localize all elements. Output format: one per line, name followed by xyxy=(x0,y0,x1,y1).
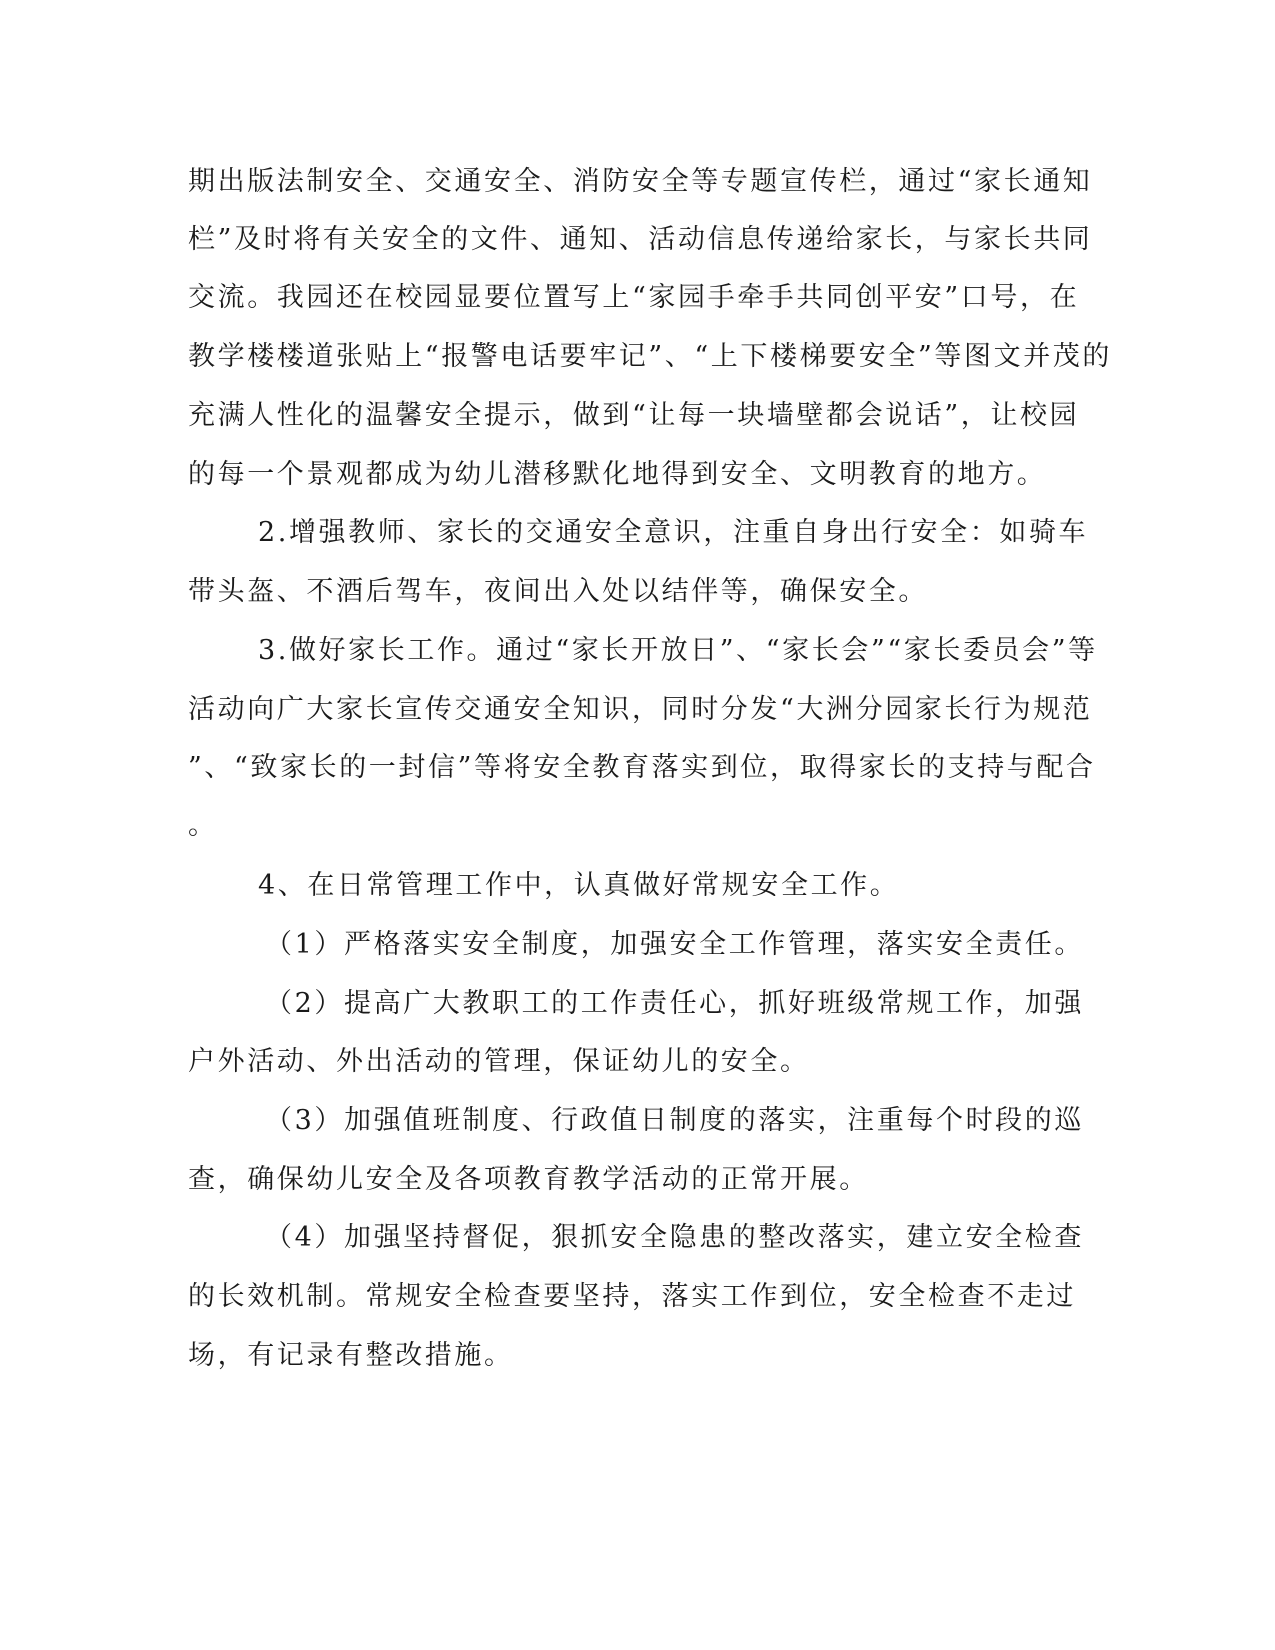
body-text-line: 栏”及时将有关安全的文件、通知、活动信息传递给家长，与家长共同 xyxy=(188,224,1093,255)
sub-item-2: （2）提高广大教职工的工作责任心，抓好班级常规工作，加强 xyxy=(265,988,1084,1019)
body-text-line: 带头盔、不酒后驾车，夜间出入处以结伴等，确保安全。 xyxy=(188,576,928,607)
sub-item-3: （3）加强值班制度、行政值日制度的落实，注重每个时段的巡 xyxy=(265,1105,1084,1136)
body-text-line: 交流。我园还在校园显要位置写上“家园手牵手共同创平安”口号，在 xyxy=(188,282,1080,313)
numbered-paragraph-2: 2.增强教师、家长的交通安全意识，注重自身出行安全：如骑车 xyxy=(258,517,1089,548)
body-text-line: 的每一个景观都成为幼儿潜移默化地得到安全、文明教育的地方。 xyxy=(188,459,1047,490)
sub-item-1: （1）严格落实安全制度，加强安全工作管理，落实安全责任。 xyxy=(265,929,1084,960)
body-text-line: ”、“致家长的一封信”等将安全教育落实到位，取得家长的支持与配合 xyxy=(188,752,1096,783)
body-text-line: 教学楼楼道张贴上“报警电话要牢记”、“上下楼梯要安全”等图文并茂的 xyxy=(188,341,1113,372)
body-text-line: 的长效机制。常规安全检查要坚持，落实工作到位，安全检查不走过 xyxy=(188,1281,1076,1312)
numbered-paragraph-3: 3.做好家长工作。通过“家长开放日”、“家长会”“家长委员会”等 xyxy=(258,635,1098,666)
numbered-paragraph-4: 4、在日常管理工作中，认真做好常规安全工作。 xyxy=(258,870,900,901)
sub-item-4: （4）加强坚持督促，狠抓安全隐患的整改落实，建立安全检查 xyxy=(265,1222,1084,1253)
body-text-line: 期出版法制安全、交通安全、消防安全等专题宣传栏，通过“家长通知 xyxy=(188,166,1093,197)
body-text-line: 活动向广大家长宣传交通安全知识，同时分发“大洲分园家长行为规范 xyxy=(188,694,1093,725)
body-text-line: 查，确保幼儿安全及各项教育教学活动的正常开展。 xyxy=(188,1164,869,1195)
body-text-line: 。 xyxy=(188,810,218,841)
body-text-line: 充满人性化的温馨安全提示，做到“让每一块墙壁都会说话”，让校园 xyxy=(188,400,1080,431)
body-text-line: 户外活动、外出活动的管理，保证幼儿的安全。 xyxy=(188,1046,810,1077)
body-text-line: 场，有记录有整改措施。 xyxy=(188,1340,514,1371)
